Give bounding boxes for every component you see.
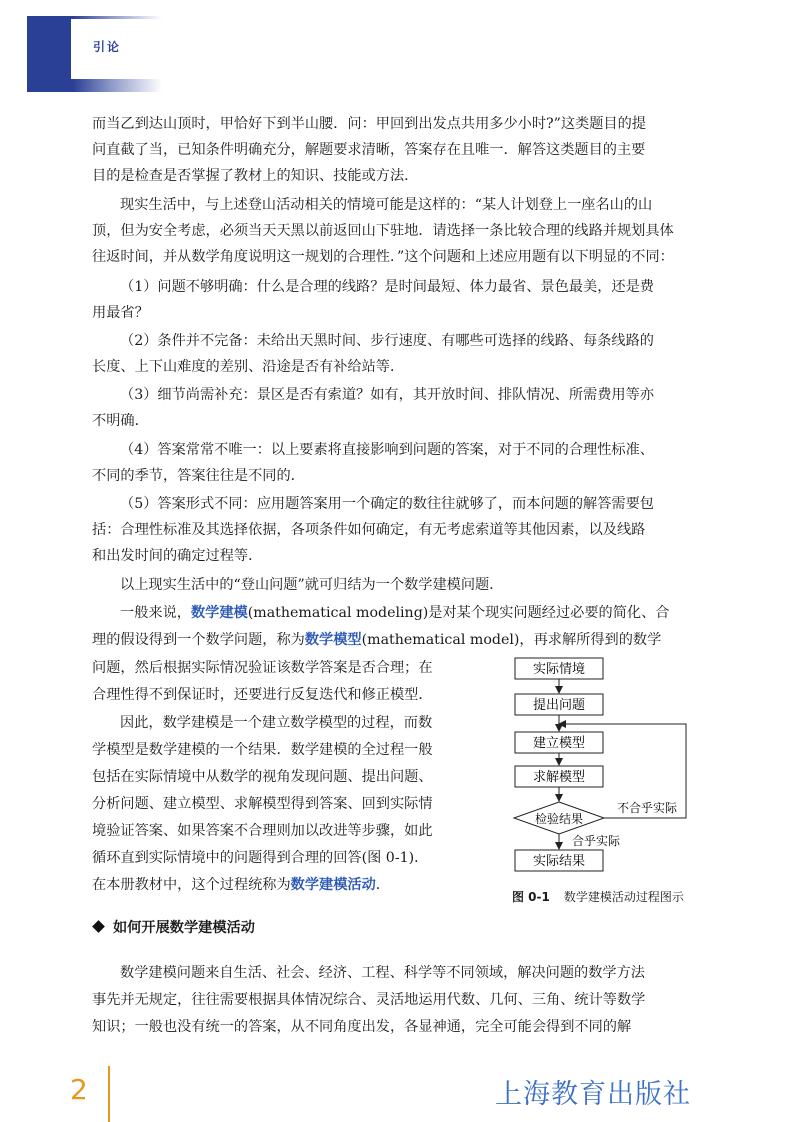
text: (mathematical modeling)是对某个现实问题经过必要的简化、合 [247,605,670,621]
flow-box-label: 实际结果 [532,854,586,869]
section-heading [92,917,255,937]
section-title: 如何开展数学建模活动 [113,920,255,936]
flow-box-label: 实际情境 [532,662,586,677]
caption-text: 数学建模活动过程图示 [563,890,684,904]
text-line: 包括在实际情境中从数学的视角发现问题、提出问题、 [92,769,433,785]
text: 理的假设得到一个数学问题，称为 [92,632,305,648]
caption-number: 图 0-1 [512,890,550,904]
flow-label-yes: 合乎实际 [572,834,621,848]
list-item-cont: 括：合理性标准及其选择依据，各项条件如何确定，有无考虑索道等其他因素，以及线路 [92,522,646,538]
text-line: 而当乙到达山顶时，甲恰好下到半山腰．问：甲回到出发点共用多少小时?”这类题目的提 [92,116,646,132]
text-line: 合理性得不到保证时，还要进行反复迭代和修正模型． [92,687,433,703]
diamond-bullet-icon [92,920,105,933]
flow-box-label: 求解模型 [532,770,586,785]
summary-line: 以上现实生活中的“登山问题”就可归结为一个数学建模问题． [120,577,504,593]
list-item-cont: 长度、上下山难度的差别、沿途是否有补给站等． [92,359,405,375]
definition-line [92,627,661,653]
text-line: 问直截了当，已知条件明确充分，解题要求清晰，答案存在且唯一．解答这类题目的主要 [92,142,646,158]
term-modeling: 数学建模 [190,605,248,621]
term-model: 数学模型 [304,632,362,648]
list-item: （3）细节尚需补充：景区是否有索道？如有，其开放时间、排队情况、所需费用等亦 [120,387,654,403]
text-line: 问题，然后根据实际情况验证该数学答案是否合理；在 [92,660,433,676]
text-line [92,872,390,898]
text: 一般来说， [120,605,191,621]
list-item: （2）条件并不完备：未给出天黑时间、步行速度、有哪些可选择的线路、每条线路的 [120,333,654,349]
list-item-cont: 不同的季节，答案往往是不同的． [92,468,305,484]
list-item-cont: 用最省？ [92,305,149,321]
term-activity: 数学建模活动 [290,877,376,893]
figure-caption [512,888,684,905]
text-line: 现实生活中，与上述登山活动相关的情境可能是这样的：“某人计划登上一座名山的山 [120,197,653,213]
list-item-cont: 不明确． [92,413,149,429]
flow-box-label: 提出问题 [532,698,586,713]
definition-line [120,600,670,626]
publisher-name: 上海教育出版社 [495,1079,691,1110]
list-item: （4）答案常常不唯一：以上要素将直接影响到问题的答案，对于不同的合理性标准、 [120,442,654,458]
text-line: 知识；一般也没有统一的答案，从不同角度出发，各显神通，完全可能会得到不同的解 [92,1019,632,1035]
text-line: 数学建模问题来自生活、社会、经济、工程、科学等不同领域，解决问题的数学方法 [120,965,645,981]
text-line: 学模型是数学建模的一个结果．数学建模的全过程一般 [92,742,433,758]
text-line: 因此，数学建模是一个建立数学模型的过程，而数 [120,715,433,731]
list-item-cont: 和出发时间的确定过程等． [92,548,263,564]
text: 在本册教材中，这个过程统称为 [92,877,291,893]
list-item: （5）答案形式不同：应用题答案用一个确定的数往往就够了，而本问题的解答需要包 [120,496,654,512]
text: ． [375,877,390,893]
text-line: 循环直到实际情境中的问题得到合理的回答(图 0-1)． [92,850,429,866]
footer-divider [108,1066,110,1122]
flow-decision-label: 检验结果 [534,812,584,826]
text-line: 境验证答案、如果答案不合理则加以改进等步骤，如此 [92,823,433,839]
flow-label-no: 不合乎实际 [617,801,678,815]
flowchart [500,652,730,892]
flow-box-label: 建立模型 [532,736,586,751]
text-line: 往返时间，并从数学角度说明这一规划的合理性．”这个问题和上述应用题有以下明显的不同： [92,249,674,265]
text-line: 事先并无规定，往往需要根据具体情况综合、灵活地运用代数、几何、三角、统计等数学 [92,992,646,1008]
chapter-label: 引论 [93,40,122,54]
page-number: 2 [70,1073,88,1106]
text: (mathematical model)，再求解所得到的数学 [361,632,662,648]
text-line: 顶，但为安全考虑，必须当天天黑以前返回山下驻地．请选择一条比较合理的线路并规划具体 [92,223,674,239]
text-line: 目的是检查是否掌握了教材上的知识、技能或方法． [92,168,419,184]
list-item: （1）问题不够明确：什么是合理的线路？是时间最短、体力最省、景色最美，还是费 [120,279,654,295]
text-line: 分析问题、建立模型、求解模型得到答案、回到实际情 [92,796,433,812]
